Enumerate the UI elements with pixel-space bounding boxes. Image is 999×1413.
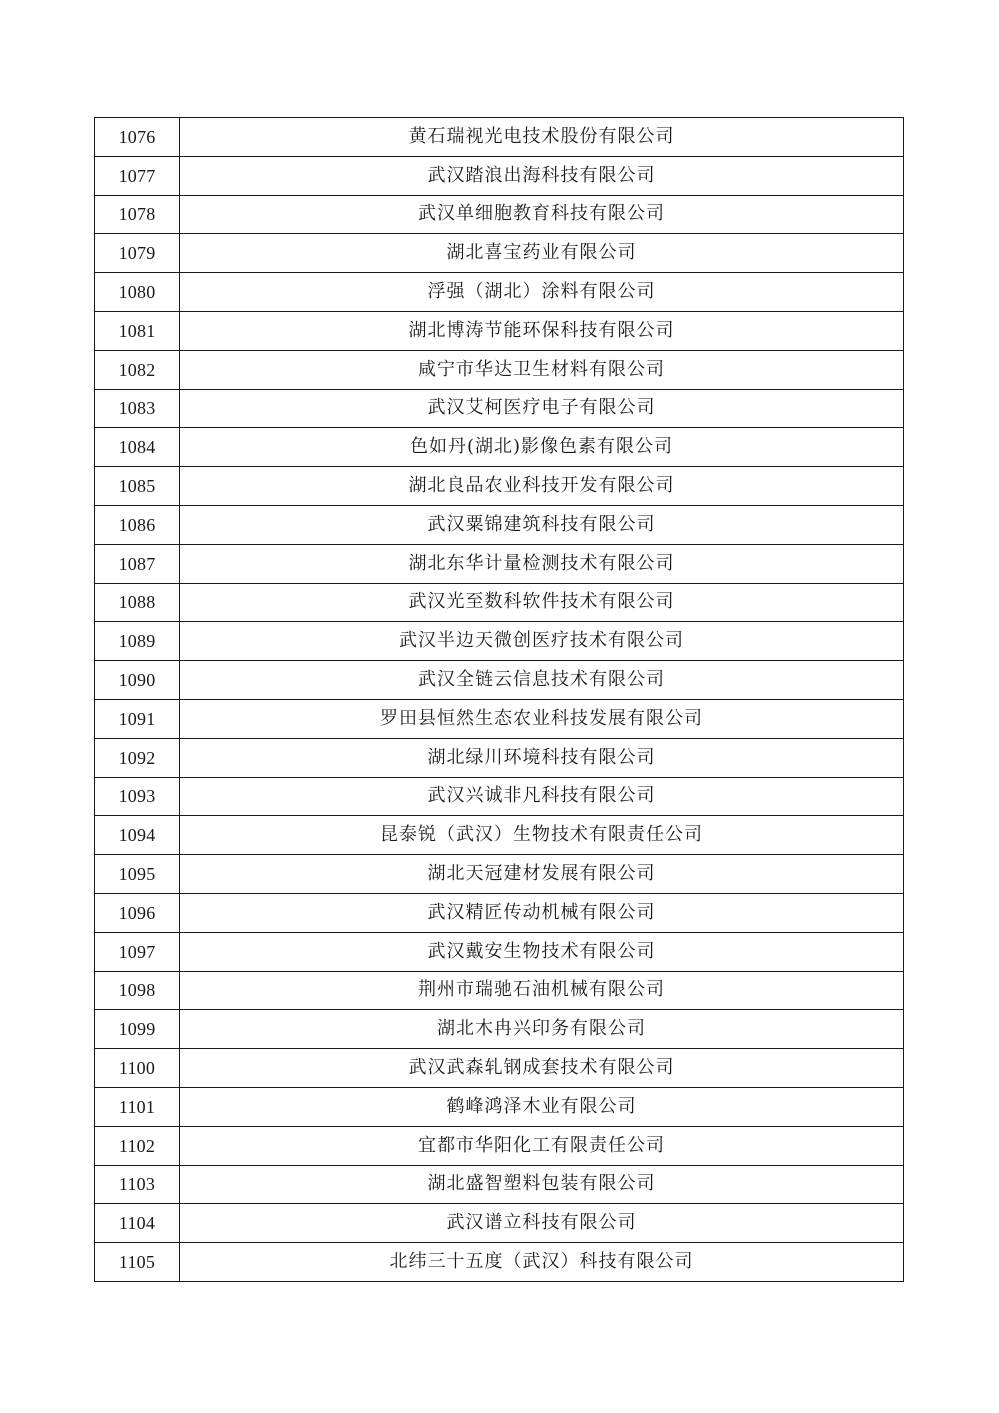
table-body <box>95 118 904 1282</box>
row-number-cell: 1082 <box>95 350 180 389</box>
table-row <box>95 156 904 195</box>
company-name-cell: 武汉半边天微创医疗技术有限公司 <box>180 622 904 661</box>
row-number-cell: 1080 <box>95 273 180 312</box>
table-row <box>95 1049 904 1088</box>
table-row <box>95 971 904 1010</box>
table-row <box>95 816 904 855</box>
row-number-cell: 1089 <box>95 622 180 661</box>
company-name-cell: 罗田县恒然生态农业科技发展有限公司 <box>180 699 904 738</box>
row-number-cell: 1096 <box>95 893 180 932</box>
table-row <box>95 855 904 894</box>
table-row <box>95 893 904 932</box>
company-name-cell: 北纬三十五度（武汉）科技有限公司 <box>180 1243 904 1282</box>
row-number-cell: 1079 <box>95 234 180 273</box>
company-name-cell: 湖北东华计量检测技术有限公司 <box>180 544 904 583</box>
company-name-cell: 荆州市瑞驰石油机械有限公司 <box>180 971 904 1010</box>
row-number-cell: 1077 <box>95 156 180 195</box>
company-name-cell: 武汉谱立科技有限公司 <box>180 1204 904 1243</box>
company-name-cell: 湖北良品农业科技开发有限公司 <box>180 467 904 506</box>
company-list-table <box>94 117 904 1282</box>
row-number-cell: 1104 <box>95 1204 180 1243</box>
company-name-cell: 湖北绿川环境科技有限公司 <box>180 738 904 777</box>
company-name-cell: 湖北喜宝药业有限公司 <box>180 234 904 273</box>
company-name-cell: 武汉兴诚非凡科技有限公司 <box>180 777 904 816</box>
row-number-cell: 1092 <box>95 738 180 777</box>
row-number-cell: 1088 <box>95 583 180 622</box>
table-row <box>95 350 904 389</box>
company-name-cell: 湖北盛智塑料包装有限公司 <box>180 1165 904 1204</box>
row-number-cell: 1105 <box>95 1243 180 1282</box>
row-number-cell: 1087 <box>95 544 180 583</box>
table-row <box>95 389 904 428</box>
company-name-cell: 武汉粟锦建筑科技有限公司 <box>180 505 904 544</box>
company-name-cell: 武汉武森轧钢成套技术有限公司 <box>180 1049 904 1088</box>
table-row <box>95 622 904 661</box>
company-name-cell: 色如丹(湖北)影像色素有限公司 <box>180 428 904 467</box>
company-name-cell: 武汉踏浪出海科技有限公司 <box>180 156 904 195</box>
table-row <box>95 1010 904 1049</box>
row-number-cell: 1076 <box>95 118 180 157</box>
table-row <box>95 234 904 273</box>
table-row <box>95 661 904 700</box>
table-row <box>95 699 904 738</box>
table-row <box>95 1126 904 1165</box>
row-number-cell: 1101 <box>95 1087 180 1126</box>
table-row <box>95 1204 904 1243</box>
company-name-cell: 咸宁市华达卫生材料有限公司 <box>180 350 904 389</box>
table-row <box>95 1087 904 1126</box>
row-number-cell: 1085 <box>95 467 180 506</box>
row-number-cell: 1098 <box>95 971 180 1010</box>
table-row <box>95 583 904 622</box>
row-number-cell: 1099 <box>95 1010 180 1049</box>
table-row <box>95 932 904 971</box>
company-name-cell: 宜都市华阳化工有限责任公司 <box>180 1126 904 1165</box>
company-name-cell: 湖北天冠建材发展有限公司 <box>180 855 904 894</box>
company-name-cell: 武汉精匠传动机械有限公司 <box>180 893 904 932</box>
table-row <box>95 467 904 506</box>
table-row <box>95 311 904 350</box>
company-name-cell: 黄石瑞视光电技术股份有限公司 <box>180 118 904 157</box>
row-number-cell: 1090 <box>95 661 180 700</box>
table-row <box>95 195 904 234</box>
table-row <box>95 777 904 816</box>
company-name-cell: 浮强（湖北）涂料有限公司 <box>180 273 904 312</box>
row-number-cell: 1100 <box>95 1049 180 1088</box>
company-name-cell: 昆泰锐（武汉）生物技术有限责任公司 <box>180 816 904 855</box>
row-number-cell: 1102 <box>95 1126 180 1165</box>
company-name-cell: 湖北博涛节能环保科技有限公司 <box>180 311 904 350</box>
company-name-cell: 鹤峰鸿泽木业有限公司 <box>180 1087 904 1126</box>
row-number-cell: 1097 <box>95 932 180 971</box>
table-row <box>95 118 904 157</box>
company-name-cell: 武汉全链云信息技术有限公司 <box>180 661 904 700</box>
company-name-cell: 武汉光至数科软件技术有限公司 <box>180 583 904 622</box>
row-number-cell: 1093 <box>95 777 180 816</box>
table-row <box>95 505 904 544</box>
row-number-cell: 1095 <box>95 855 180 894</box>
company-name-cell: 武汉艾柯医疗电子有限公司 <box>180 389 904 428</box>
table-row <box>95 1165 904 1204</box>
row-number-cell: 1078 <box>95 195 180 234</box>
company-name-cell: 武汉单细胞教育科技有限公司 <box>180 195 904 234</box>
table-row <box>95 428 904 467</box>
row-number-cell: 1094 <box>95 816 180 855</box>
company-name-cell: 武汉戴安生物技术有限公司 <box>180 932 904 971</box>
table-row <box>95 273 904 312</box>
row-number-cell: 1086 <box>95 505 180 544</box>
company-name-cell: 湖北木冉兴印务有限公司 <box>180 1010 904 1049</box>
row-number-cell: 1091 <box>95 699 180 738</box>
row-number-cell: 1084 <box>95 428 180 467</box>
row-number-cell: 1103 <box>95 1165 180 1204</box>
table-row <box>95 544 904 583</box>
row-number-cell: 1081 <box>95 311 180 350</box>
table-row <box>95 738 904 777</box>
row-number-cell: 1083 <box>95 389 180 428</box>
table-row <box>95 1243 904 1282</box>
